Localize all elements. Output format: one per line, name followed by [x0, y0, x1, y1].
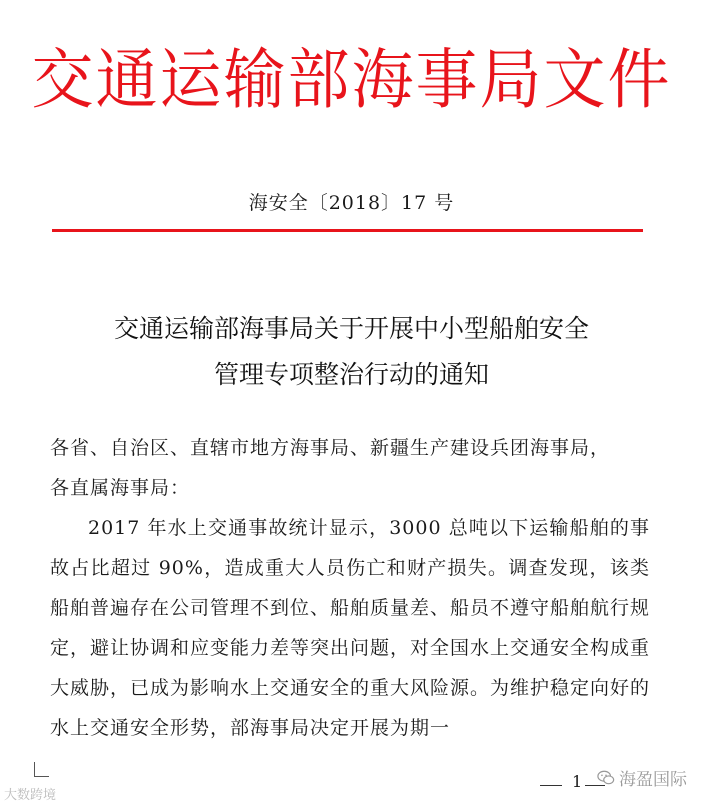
body-paragraph: 2017 年水上交通事故统计显示，3000 总吨以下运输船舶的事故占比超过 90%，造成重大人员伤亡和财产损失。调查发现，该类船舶普遍存在公司管理不到位、船舶质量差、船员不遵守船舶航行规定，避让协调和应变能力差等突出问题，对全国水上交通安全构成重大威胁，已成为影响水上交通安全的重大风险源。为维护稳定向好的水上交通安全形势，部海事局决定开展为期一: [50, 517, 651, 739]
watermark-left-text: 大数跨境: [4, 788, 57, 803]
document-body: [50, 428, 650, 748]
watermark-right: [597, 765, 687, 790]
recipients-line1: 各省、自治区、直辖市地方海事局、新疆生产建设兵团海事局，: [50, 437, 611, 459]
crop-mark-left: [34, 762, 49, 777]
page-number: 1: [572, 772, 583, 791]
notice-title-line1: 交通运输部海事局关于开展中小型船舶安全: [113, 314, 589, 343]
footer-dash-left: [540, 785, 562, 786]
document-number: 海安全〔2018〕17 号: [248, 192, 455, 214]
wechat-icon: [597, 769, 615, 787]
red-divider: [52, 229, 643, 232]
notice-title-line2: 管理专项整治行动的通知: [213, 360, 489, 389]
watermark-left: [4, 784, 56, 803]
masthead-title: 交通运输部海事局文件: [31, 41, 672, 118]
notice-title: [0, 306, 703, 398]
recipients-line2: 各直属海事局：: [50, 477, 191, 499]
watermark-right-text: 海盈国际: [619, 770, 687, 790]
